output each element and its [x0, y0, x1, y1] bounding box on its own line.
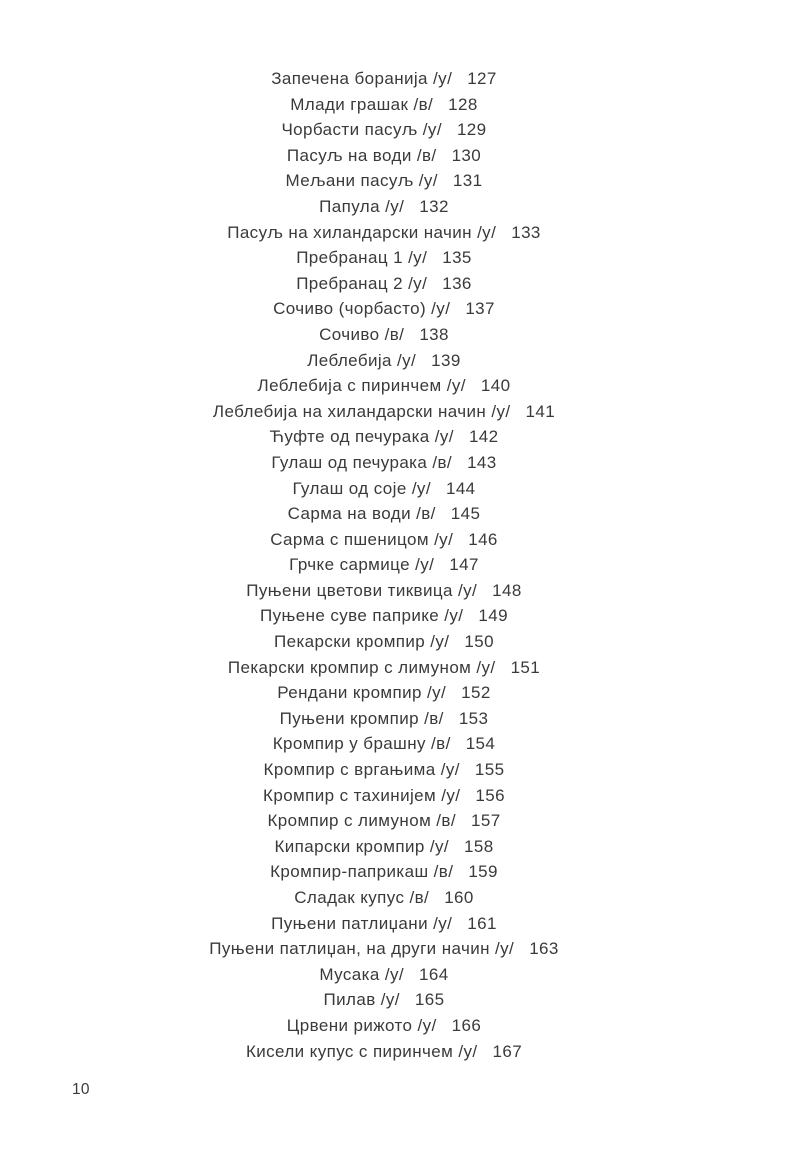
toc-entry [0, 348, 768, 374]
recipe-title: Кипарски кромпир [274, 836, 425, 856]
recipe-title: Пасуљ на води [286, 145, 412, 165]
diet-marker: /у/ [430, 632, 450, 652]
recipe-page-number: 129 [456, 120, 487, 140]
recipe-title: Грчке сармице [289, 555, 410, 575]
recipe-title: Леблебија на хиландарски начин [212, 401, 487, 421]
toc-entry [0, 911, 768, 937]
recipe-title: Гулаш од печурака [271, 452, 428, 472]
recipe-page-number: 165 [414, 990, 445, 1010]
diet-marker: /у/ [433, 69, 453, 88]
recipe-page-number: 143 [467, 452, 497, 472]
recipe-title: Леблебија с пиринчем [257, 376, 442, 396]
recipe-page-number: 145 [450, 504, 481, 524]
toc-entry [0, 399, 768, 425]
diet-marker: /у/ [415, 555, 435, 575]
recipe-page-number: 166 [451, 1015, 482, 1035]
diet-marker: /у/ [446, 376, 466, 396]
recipe-page-number: 164 [419, 964, 449, 984]
recipe-page-number: 161 [467, 913, 497, 933]
recipe-title: Пуњене суве паприке [260, 606, 440, 626]
toc-entry [0, 373, 768, 399]
recipe-title: Кисели купус с пиринчем [245, 1041, 454, 1061]
recipe-page-number: 158 [463, 836, 494, 856]
recipe-title: Пуњени кромпир [279, 708, 419, 728]
diet-marker: /у/ [458, 580, 478, 600]
toc-entry [0, 655, 768, 681]
recipe-page-number: 141 [525, 401, 556, 421]
recipe-title: Сарма на води [287, 504, 411, 524]
diet-marker: /у/ [476, 657, 496, 677]
toc-entry [0, 143, 768, 169]
toc-entry [0, 834, 768, 860]
toc-entry [0, 680, 768, 706]
recipe-title: Пуњени патлиџани [271, 913, 428, 933]
recipe-page-number: 156 [475, 785, 505, 805]
diet-marker: /у/ [417, 1015, 437, 1035]
diet-marker: /у/ [491, 401, 511, 421]
recipe-page-number: 151 [510, 657, 541, 677]
toc-entry [0, 783, 768, 809]
diet-marker: /у/ [477, 222, 497, 242]
toc-entry [0, 603, 768, 629]
recipe-page-number: 153 [458, 708, 489, 728]
diet-marker: /у/ [411, 478, 431, 498]
recipe-page-number: 163 [529, 939, 559, 959]
recipe-title: Ћуфте од печурака [269, 427, 430, 447]
diet-marker: /в/ [436, 811, 456, 831]
diet-marker: /у/ [418, 171, 438, 191]
recipe-title: Кромпир с тахинијем [263, 785, 437, 805]
recipe-title: Кромпир с вргањима [263, 760, 436, 780]
recipe-title: Мељани пасуљ [285, 171, 414, 191]
recipe-page-number: 148 [492, 580, 522, 600]
diet-marker: /у/ [422, 120, 442, 140]
toc-entry [0, 706, 768, 732]
recipe-page-number: 154 [465, 734, 496, 754]
diet-marker: /в/ [432, 452, 453, 472]
recipe-title: Пуњени цветови тиквица [246, 580, 453, 600]
diet-marker: /у/ [434, 529, 454, 549]
recipe-title: Сарма с пшеницом [270, 529, 429, 549]
diet-marker: /у/ [408, 273, 428, 293]
recipe-title: Сладак купус [294, 888, 405, 907]
diet-marker: /у/ [441, 785, 461, 805]
toc-entry [0, 501, 768, 527]
toc-entry [0, 578, 768, 604]
recipe-page-number: 138 [419, 324, 449, 344]
recipe-page-number: 155 [474, 760, 505, 780]
toc-entry [0, 527, 768, 553]
toc-entry [0, 552, 768, 578]
diet-marker: /у/ [440, 760, 460, 780]
recipe-page-number: 159 [468, 862, 498, 882]
recipe-page-number: 157 [470, 811, 501, 831]
recipe-title: Кромпир с лимуном [267, 811, 432, 831]
recipe-page-number: 142 [468, 427, 499, 447]
recipe-page-number: 144 [445, 478, 476, 498]
recipe-title: Пилав [323, 990, 376, 1010]
diet-marker: /у/ [397, 350, 417, 370]
diet-marker: /в/ [409, 888, 430, 907]
diet-marker: /у/ [427, 683, 447, 703]
recipe-title: Леблебија [307, 350, 392, 370]
recipe-title: Сочиво (чорбасто) [273, 299, 427, 319]
toc-entry [0, 936, 768, 962]
recipe-page-number: 149 [478, 606, 508, 626]
recipe-title: Пребранац 2 [296, 273, 403, 293]
diet-marker: /в/ [424, 708, 444, 728]
toc-entry [0, 731, 768, 757]
recipe-title: Гулаш од соје [292, 478, 407, 498]
recipe-page-number: 146 [468, 529, 498, 549]
diet-marker: /у/ [384, 964, 404, 984]
diet-marker: /у/ [444, 606, 464, 626]
recipe-page-number: 137 [465, 299, 495, 319]
recipe-page-number: 152 [461, 683, 491, 703]
diet-marker: /в/ [384, 324, 405, 344]
recipe-title: Црвени рижото [286, 1015, 413, 1035]
diet-marker: /у/ [429, 836, 449, 856]
toc-list [0, 66, 768, 1064]
toc-entry [0, 322, 768, 348]
toc-entry [0, 1039, 768, 1065]
diet-marker: /у/ [495, 939, 515, 959]
page-number-folio: 10 [72, 1081, 90, 1098]
diet-marker: /в/ [416, 504, 436, 524]
recipe-title: Кромпир-паприкаш [270, 862, 429, 882]
recipe-title: Пуњени патлиџан, на други начин [209, 939, 490, 959]
diet-marker: /у/ [385, 196, 405, 216]
toc-entry [0, 117, 768, 143]
recipe-page-number: 150 [464, 632, 494, 652]
toc-entry [0, 962, 768, 988]
diet-marker: /у/ [408, 248, 428, 268]
recipe-page-number: 131 [452, 171, 483, 191]
diet-marker: /в/ [416, 145, 437, 165]
toc-entry [0, 220, 768, 246]
recipe-title: Кромпир у брашну [272, 734, 426, 754]
toc-entry [0, 808, 768, 834]
toc-entry [0, 296, 768, 322]
diet-marker: /в/ [433, 862, 454, 882]
toc-entry [0, 424, 768, 450]
toc-entry [0, 629, 768, 655]
recipe-title: Папула [319, 196, 380, 216]
recipe-title: Мусака [319, 964, 380, 984]
toc-entry [0, 859, 768, 885]
recipe-title: Пребранац 1 [296, 248, 403, 268]
diet-marker: /у/ [458, 1041, 478, 1061]
toc-entry [0, 476, 768, 502]
recipe-title: Пасуљ на хиландарски начин [227, 222, 472, 242]
recipe-page-number: 128 [448, 94, 478, 114]
toc-entry [0, 987, 768, 1013]
diet-marker: /у/ [380, 990, 400, 1010]
toc-entry [0, 168, 768, 194]
recipe-title: Млади грашак [290, 94, 409, 114]
toc-entry [0, 66, 768, 92]
diet-marker: /у/ [434, 427, 454, 447]
recipe-page-number: 130 [451, 145, 482, 165]
recipe-page-number: 140 [480, 376, 511, 396]
diet-marker: /в/ [413, 94, 434, 114]
toc-entry [0, 194, 768, 220]
toc-entry [0, 92, 768, 118]
recipe-page-number: 132 [419, 196, 449, 216]
recipe-title: Рендани кромпир [277, 683, 422, 703]
recipe-title: Пекарски кромпир [274, 632, 426, 652]
recipe-page-number: 136 [442, 273, 472, 293]
recipe-page-number: 133 [511, 222, 541, 242]
recipe-page-number: 127 [467, 69, 497, 88]
recipe-page-number: 160 [444, 888, 474, 907]
toc-entry [0, 757, 768, 783]
toc-entry [0, 245, 768, 271]
recipe-title: Чорбасти пасуљ [281, 120, 418, 140]
recipe-title: Пекарски кромпир с лимуном [227, 657, 472, 677]
recipe-title: Запечена боранија [271, 69, 428, 88]
recipe-page-number: 139 [431, 350, 461, 370]
toc-entry [0, 450, 768, 476]
diet-marker: /у/ [431, 299, 451, 319]
diet-marker: /у/ [433, 913, 453, 933]
recipe-title: Сочиво [319, 324, 380, 344]
diet-marker: /в/ [431, 734, 451, 754]
toc-entry [0, 1013, 768, 1039]
recipe-page-number: 135 [442, 248, 472, 268]
toc-entry [0, 271, 768, 297]
recipe-page-number: 147 [449, 555, 479, 575]
recipe-page-number: 167 [492, 1041, 523, 1061]
toc-entry [0, 885, 768, 911]
